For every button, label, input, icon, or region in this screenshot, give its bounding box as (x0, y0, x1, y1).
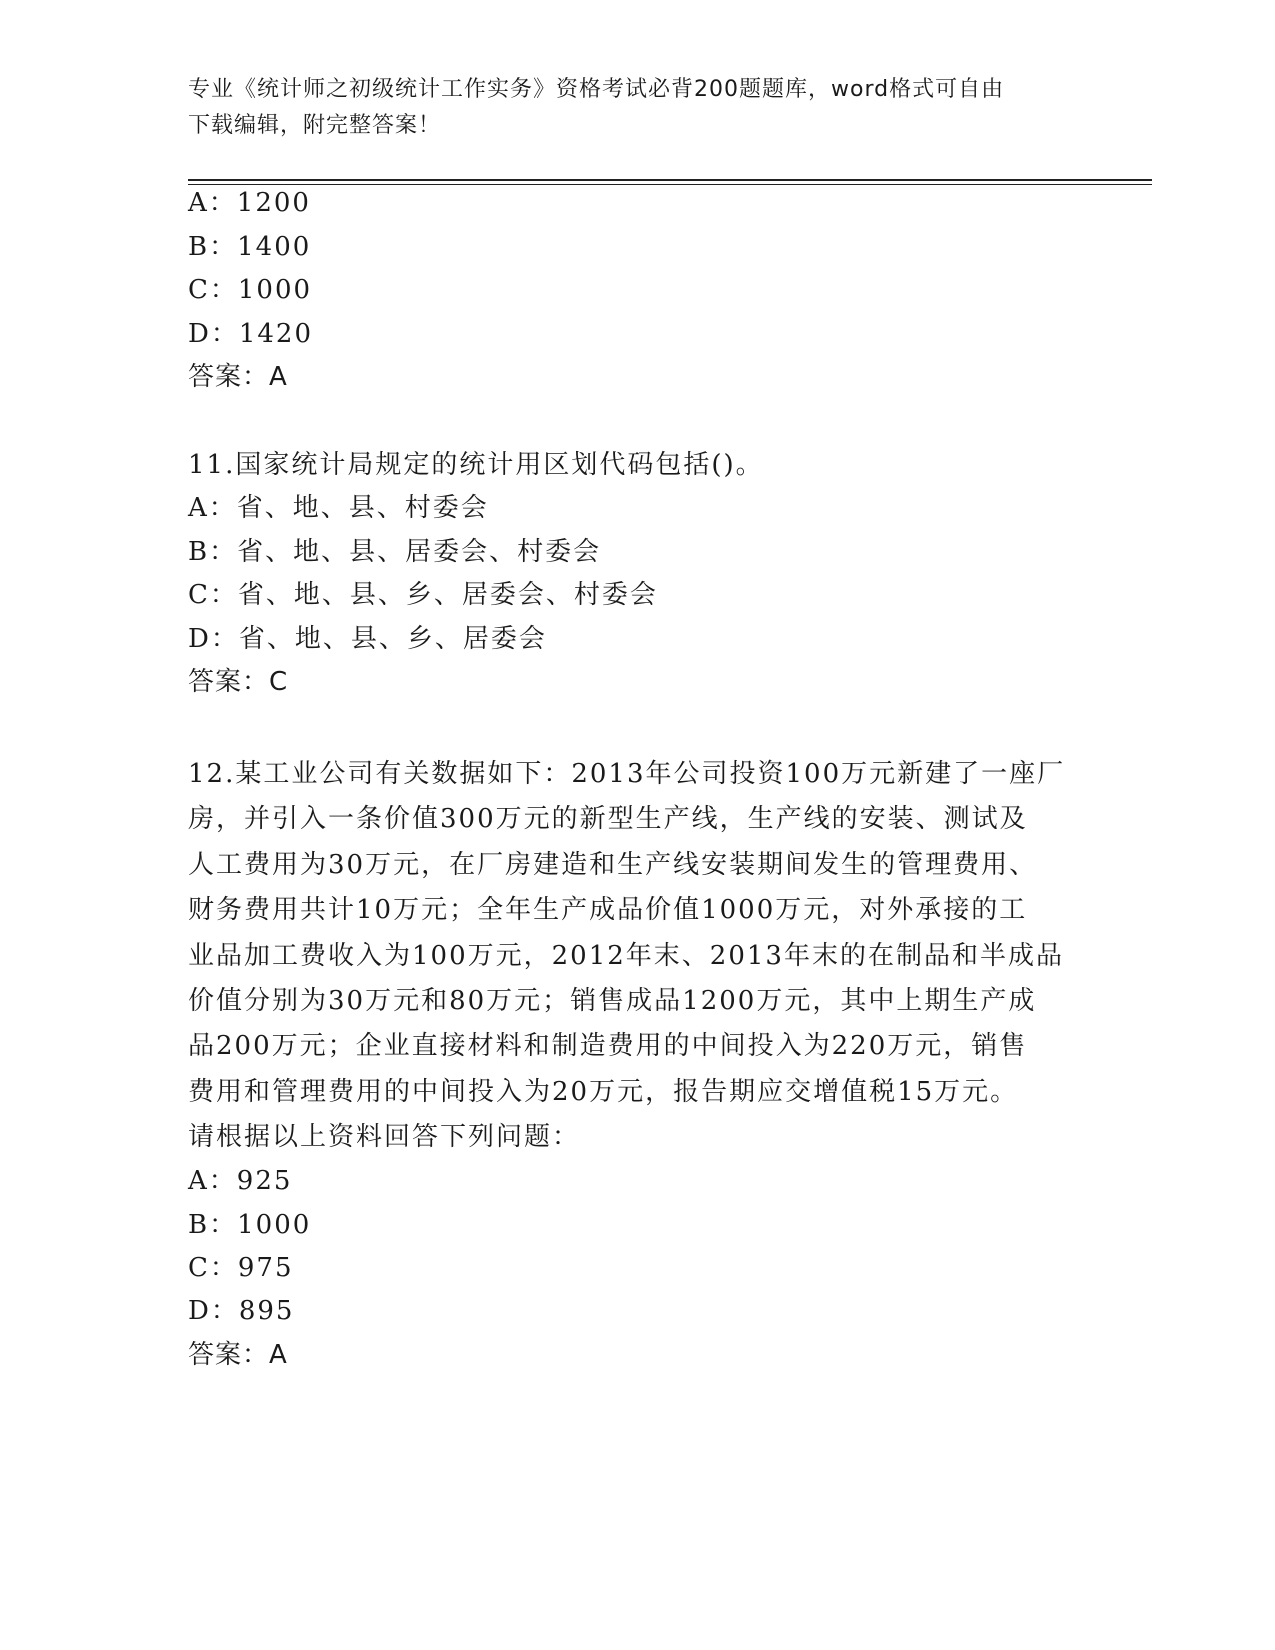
q12-question-line: 业品加工费收入为100万元，2012年末、2013年末的在制品和半成品 (188, 940, 1064, 971)
header-line-2: 下载编辑，附完整答案！ (188, 113, 442, 138)
q11-option-a: A：省、地、县、村委会 (188, 493, 489, 523)
q12-option-a: A：925 (188, 1166, 293, 1196)
q12-question (188, 752, 1088, 1161)
q11-answer: 答案：C (188, 667, 289, 697)
q11-option-d: D：省、地、县、乡、居委会 (188, 624, 547, 654)
q12-question-line: 价值分别为30万元和80万元；销售成品1200万元，其中上期生产成 (188, 986, 1037, 1017)
header-divider-thick (188, 179, 1152, 181)
q12-question-line: 12.某工业公司有关数据如下：2013年公司投资100万元新建了一座厂 (188, 759, 1066, 789)
document-header (188, 72, 1068, 144)
q10-option-d: D：1420 (188, 319, 314, 349)
q12-question-line: 人工费用为30万元，在厂房建造和生产线安装期间发生的管理费用、 (188, 849, 1038, 880)
q12-question-line: 费用和管理费用的中间投入为20万元，报告期应交增值税15万元。 (188, 1076, 1019, 1107)
q12-question-line: 品200万元；企业直接材料和制造费用的中间投入为220万元，销售 (188, 1031, 1028, 1062)
q12-question-line: 请根据以上资料回答下列问题： (188, 1122, 581, 1153)
q10-answer: 答案：A (188, 362, 288, 392)
q12-question-line: 房，并引入一条价值300万元的新型生产线，生产线的安装、测试及 (188, 804, 1028, 835)
q10-option-c: C：1000 (188, 275, 313, 305)
q11-option-c: C：省、地、县、乡、居委会、村委会 (188, 580, 658, 610)
q12-option-d: D：895 (188, 1296, 295, 1326)
q12-option-c: C：975 (188, 1253, 294, 1283)
q10-option-a: A：1200 (188, 188, 311, 218)
header-line-1: 专业《统计师之初级统计工作实务》资格考试必背200题题库，word格式可自由 (188, 77, 1005, 102)
q12-answer: 答案：A (188, 1340, 288, 1370)
q12-option-b: B：1000 (188, 1210, 312, 1240)
q12-question-line: 财务费用共计10万元；全年生产成品价值1000万元，对外承接的工 (188, 895, 1028, 926)
q11-option-b: B：省、地、县、居委会、村委会 (188, 537, 602, 567)
header-divider-thin (188, 184, 1152, 185)
q10-option-b: B：1400 (188, 232, 312, 262)
q11-question: 11.国家统计局规定的统计用区划代码包括()。 (188, 450, 764, 480)
